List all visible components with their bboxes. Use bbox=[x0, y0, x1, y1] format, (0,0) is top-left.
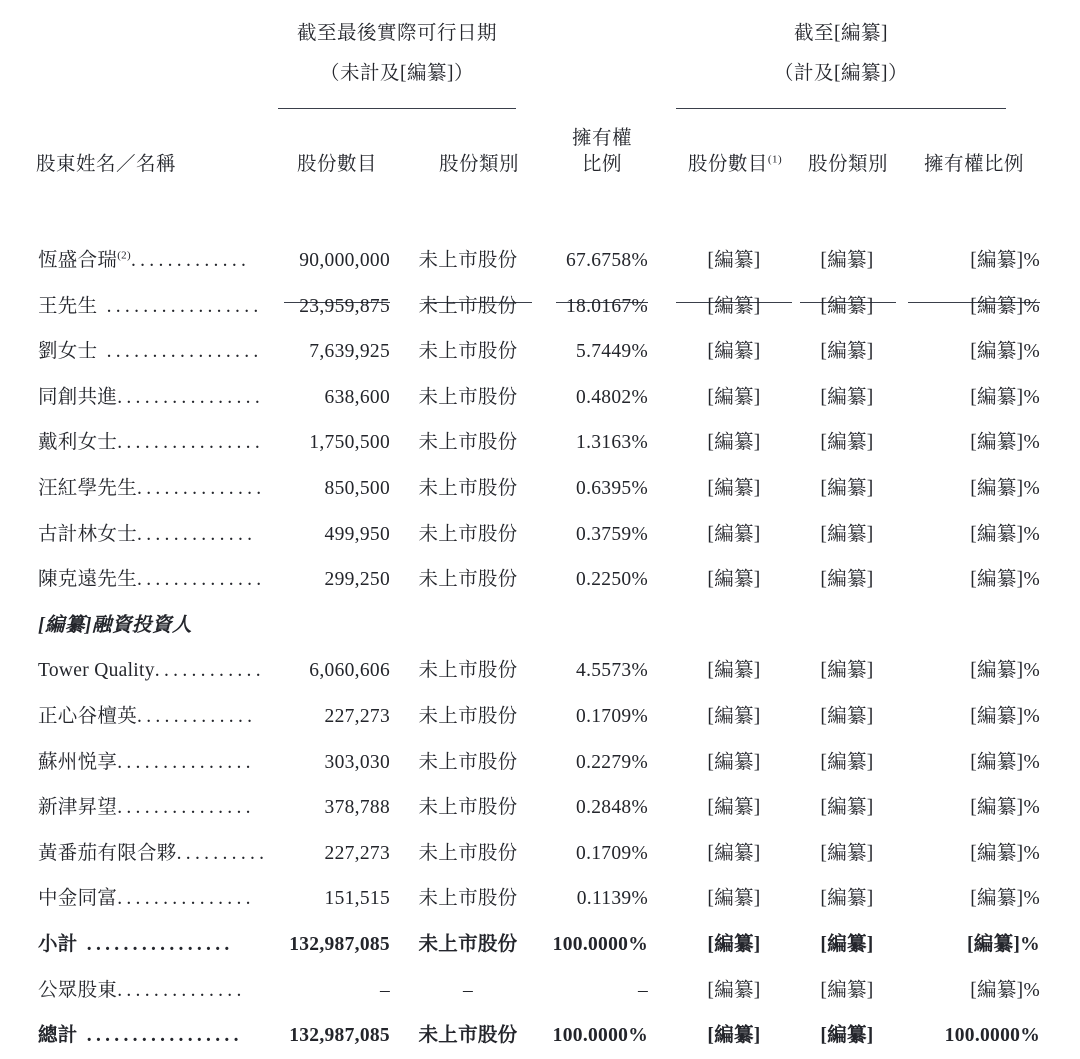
cell-share-class-1: 未上市股份 bbox=[418, 705, 518, 727]
leader-dots: ................. bbox=[97, 341, 263, 363]
cell-shareholder-name bbox=[38, 557, 276, 603]
cell-share-class-1: 未上市股份 bbox=[418, 341, 518, 363]
cell-share-class-1: 未上市股份 bbox=[418, 888, 518, 910]
cell-shareholder-name bbox=[38, 648, 276, 694]
cell-shares-count-2: [編纂] bbox=[707, 341, 761, 363]
leader-dots: ................ bbox=[77, 933, 234, 955]
shareholder-name-text: 總計 bbox=[38, 1025, 78, 1047]
cell-ownership-pct-1: 0.1709% bbox=[576, 705, 648, 727]
cell-shares-count-1: 303,030 bbox=[324, 751, 390, 773]
cell-ownership-pct-2: [編纂]% bbox=[970, 477, 1040, 499]
cell-shareholder-name bbox=[38, 603, 458, 649]
cell-ownership-pct-2: [編纂]% bbox=[970, 705, 1040, 727]
table-body bbox=[0, 238, 1080, 1059]
cell-ownership-pct-1: 4.5573% bbox=[576, 660, 648, 682]
cell-shareholder-name bbox=[38, 238, 276, 284]
shareholder-name-text: 古計林女士 bbox=[38, 523, 138, 545]
table-row bbox=[0, 740, 1080, 786]
cell-ownership-pct-1: 67.6758% bbox=[565, 250, 648, 271]
cell-share-class-2: [編纂] bbox=[820, 979, 874, 1001]
cell-share-class-1: – bbox=[462, 979, 474, 1001]
cell-ownership-pct-1: 0.4802% bbox=[576, 386, 648, 408]
cell-shareholder-name bbox=[38, 831, 276, 877]
cell-shares-count-1: 132,987,085 bbox=[289, 933, 390, 955]
shareholder-name-text: 正心谷檀英 bbox=[38, 705, 138, 727]
cell-share-class-2: [編纂] bbox=[820, 523, 874, 545]
cell-shares-count-2: [編纂] bbox=[707, 705, 761, 727]
leader-dots: ............. bbox=[130, 250, 251, 271]
cell-share-class-2: [編纂] bbox=[820, 888, 874, 910]
cell-share-class-1: 未上市股份 bbox=[418, 1025, 518, 1047]
cell-ownership-pct-2: [編纂]% bbox=[970, 888, 1040, 910]
cell-shares-count-1: 23,959,875 bbox=[299, 295, 390, 317]
cell-shares-count-1: 151,515 bbox=[324, 888, 390, 910]
cell-share-class-2: [編纂] bbox=[820, 386, 874, 408]
cell-ownership-pct-1: 1.3163% bbox=[576, 432, 648, 454]
cell-ownership-pct-2: 100.0000% bbox=[944, 1025, 1040, 1047]
cell-shares-count-1: 227,273 bbox=[324, 705, 390, 727]
column-header-ownership-pct-1-line1: 擁有權 bbox=[571, 128, 632, 149]
cell-ownership-pct-1: – bbox=[637, 979, 648, 1001]
shareholder-name-text: 劉女士 bbox=[38, 341, 98, 363]
cell-shares-count-1: 7,639,925 bbox=[309, 341, 390, 363]
cell-ownership-pct-1: 5.7449% bbox=[576, 341, 648, 363]
cell-ownership-pct-1: 18.0167% bbox=[565, 295, 648, 317]
group-header-before-listing bbox=[278, 14, 516, 94]
cell-shares-count-2: [編纂] bbox=[707, 797, 761, 819]
column-header-shares-count-1: 股份數目 bbox=[296, 154, 377, 175]
cell-shareholder-name bbox=[38, 740, 276, 786]
cell-ownership-pct-2: [編纂]% bbox=[970, 432, 1040, 454]
leader-dots: ............... bbox=[117, 751, 255, 773]
cell-ownership-pct-2: [編纂]% bbox=[970, 523, 1040, 545]
table-row bbox=[0, 968, 1080, 1014]
shareholder-name-text: [編纂]融資投資人 bbox=[38, 614, 192, 636]
table-row bbox=[0, 512, 1080, 558]
leader-dots: ................ bbox=[117, 432, 265, 454]
cell-ownership-pct-1: 0.2279% bbox=[576, 751, 648, 773]
column-header-share-class-1: 股份類別 bbox=[438, 154, 519, 175]
cell-share-class-1: 未上市股份 bbox=[418, 523, 518, 545]
shareholder-name-text: 同創共進 bbox=[38, 386, 118, 408]
cell-shares-count-1: 90,000,000 bbox=[299, 250, 390, 271]
cell-share-class-2: [編纂] bbox=[820, 295, 874, 317]
cell-shareholder-name bbox=[38, 785, 276, 831]
column-header-shares-count-2-label: 股份數目 bbox=[687, 154, 768, 175]
leader-dots: ............. bbox=[137, 523, 257, 545]
cell-shares-count-2: [編纂] bbox=[707, 477, 761, 499]
leader-dots: ............... bbox=[117, 888, 255, 910]
table-row bbox=[0, 922, 1080, 968]
cell-shares-count-2: [編纂] bbox=[707, 386, 761, 408]
leader-dots: .......... bbox=[176, 842, 269, 864]
cell-shares-count-1: 299,250 bbox=[324, 569, 390, 591]
cell-share-class-2: [編纂] bbox=[820, 705, 874, 727]
cell-shareholder-name bbox=[38, 512, 276, 558]
cell-share-class-1: 未上市股份 bbox=[418, 842, 518, 864]
cell-ownership-pct-2: [編纂]% bbox=[970, 660, 1040, 682]
cell-ownership-pct-2: [編纂]% bbox=[970, 341, 1040, 363]
shareholder-name-text: 王先生 bbox=[38, 295, 98, 317]
group-rule-left bbox=[278, 108, 516, 109]
cell-share-class-1: 未上市股份 bbox=[418, 477, 518, 499]
group-header-after-listing-line2: （計及[編纂]） bbox=[774, 63, 908, 84]
cell-shareholder-name bbox=[38, 694, 276, 740]
cell-shares-count-2: [編纂] bbox=[707, 979, 761, 1001]
group-rule-right bbox=[676, 108, 1006, 109]
cell-share-class-2: [編纂] bbox=[820, 933, 874, 955]
cell-ownership-pct-2: [編纂]% bbox=[967, 933, 1040, 955]
cell-ownership-pct-1: 100.0000% bbox=[552, 1025, 648, 1047]
table-row bbox=[0, 329, 1080, 375]
shareholder-name-text: Tower Quality bbox=[38, 660, 155, 682]
cell-share-class-1: 未上市股份 bbox=[418, 933, 518, 955]
column-header-ownership-pct-2: 擁有權比例 bbox=[923, 154, 1024, 175]
shareholder-name-text: 公眾股東 bbox=[38, 979, 118, 1001]
cell-shares-count-2: [編纂] bbox=[707, 569, 761, 591]
table-row bbox=[0, 466, 1080, 512]
column-header-shares-count-2 bbox=[676, 152, 794, 178]
group-header-before-listing-line2: （未計及[編纂]） bbox=[320, 63, 474, 84]
cell-shares-count-2: [編纂] bbox=[707, 660, 761, 682]
cell-shares-count-2: [編纂] bbox=[707, 295, 761, 317]
cell-shareholder-name bbox=[38, 1013, 276, 1059]
cell-share-class-2: [編纂] bbox=[820, 569, 874, 591]
cell-shares-count-1: 1,750,500 bbox=[309, 432, 390, 454]
cell-shares-count-1: 378,788 bbox=[324, 797, 390, 819]
shareholder-name-text: 陳克遠先生 bbox=[38, 569, 138, 591]
column-header-shareholder-name: 股東姓名／名稱 bbox=[36, 154, 177, 175]
cell-shares-count-1: 499,950 bbox=[324, 523, 390, 545]
cell-shares-count-1: – bbox=[379, 979, 390, 1001]
cell-ownership-pct-1: 0.1139% bbox=[576, 888, 648, 910]
leader-dots: ................. bbox=[97, 295, 263, 317]
shareholder-name-text: 中金同富 bbox=[38, 888, 118, 910]
cell-shares-count-2: [編纂] bbox=[707, 842, 761, 864]
cell-shares-count-2: [編纂] bbox=[707, 751, 761, 773]
cell-shares-count-1: 638,600 bbox=[324, 386, 390, 408]
shareholder-name-text: 小計 bbox=[38, 933, 78, 955]
shareholder-name-text: 恆盛合瑞 bbox=[38, 250, 118, 271]
table-row bbox=[0, 648, 1080, 694]
cell-shares-count-2: [編纂] bbox=[707, 1025, 761, 1047]
cell-ownership-pct-1: 0.6395% bbox=[576, 477, 648, 499]
cell-share-class-2: [編纂] bbox=[820, 477, 874, 499]
group-header-band bbox=[0, 14, 1080, 102]
cell-share-class-1: 未上市股份 bbox=[418, 797, 518, 819]
group-header-after-listing bbox=[676, 14, 1006, 94]
cell-share-class-1: 未上市股份 bbox=[418, 250, 518, 271]
column-header-share-class-2: 股份類別 bbox=[807, 154, 888, 175]
cell-shares-count-2: [編纂] bbox=[707, 523, 761, 545]
group-header-before-listing-line1: 截至最後實際可行日期 bbox=[296, 23, 497, 44]
group-header-after-listing-line1: 截至[編纂] bbox=[794, 23, 888, 44]
cell-shareholder-name bbox=[38, 466, 276, 512]
table-row bbox=[0, 238, 1080, 284]
table-row bbox=[0, 694, 1080, 740]
table-row bbox=[0, 785, 1080, 831]
cell-share-class-1: 未上市股份 bbox=[418, 660, 518, 682]
leader-dots: ............. bbox=[137, 705, 257, 727]
table-row bbox=[0, 831, 1080, 877]
cell-shareholder-name bbox=[38, 284, 276, 330]
cell-shareholder-name bbox=[38, 922, 276, 968]
cell-ownership-pct-2: [編纂]% bbox=[970, 569, 1040, 591]
cell-ownership-pct-1: 0.2848% bbox=[576, 797, 648, 819]
cell-share-class-2: [編纂] bbox=[820, 842, 874, 864]
cell-ownership-pct-1: 100.0000% bbox=[552, 933, 648, 955]
cell-shares-count-1: 132,987,085 bbox=[289, 1025, 390, 1047]
cell-shareholder-name bbox=[38, 375, 276, 421]
shareholder-name-text: 戴利女士 bbox=[38, 432, 118, 454]
cell-ownership-pct-2: [編纂]% bbox=[970, 250, 1040, 271]
cell-share-class-2: [編纂] bbox=[820, 751, 874, 773]
cell-ownership-pct-2: [編纂]% bbox=[970, 295, 1040, 317]
cell-shares-count-1: 227,273 bbox=[324, 842, 390, 864]
table-row bbox=[0, 284, 1080, 330]
leader-dots: .............. bbox=[117, 979, 246, 1001]
cell-ownership-pct-2: [編纂]% bbox=[970, 386, 1040, 408]
column-header-band bbox=[0, 112, 1080, 190]
cell-shares-count-2: [編纂] bbox=[707, 432, 761, 454]
footnote-marker: (2) bbox=[117, 249, 131, 262]
cell-share-class-2: [編纂] bbox=[820, 432, 874, 454]
cell-share-class-1: 未上市股份 bbox=[418, 295, 518, 317]
cell-shareholder-name bbox=[38, 968, 276, 1014]
shareholder-name-text: 蘇州悦享 bbox=[38, 751, 118, 773]
cell-ownership-pct-2: [編纂]% bbox=[970, 751, 1040, 773]
leader-dots: ................ bbox=[117, 386, 265, 408]
column-header-ownership-pct-1 bbox=[552, 126, 652, 178]
cell-shares-count-2: [編纂] bbox=[707, 933, 761, 955]
cell-share-class-2: [編纂] bbox=[820, 1025, 874, 1047]
cell-shares-count-2: [編纂] bbox=[707, 888, 761, 910]
cell-share-class-1: 未上市股份 bbox=[418, 386, 518, 408]
shareholder-name-text: 新津昇望 bbox=[38, 797, 118, 819]
cell-ownership-pct-1: 0.1709% bbox=[576, 842, 648, 864]
cell-share-class-2: [編纂] bbox=[820, 250, 874, 271]
table-section-heading bbox=[0, 603, 1080, 649]
cell-ownership-pct-2: [編纂]% bbox=[970, 797, 1040, 819]
table-row bbox=[0, 375, 1080, 421]
table-row bbox=[0, 557, 1080, 603]
leader-dots: ............ bbox=[154, 660, 265, 682]
leader-dots: ................. bbox=[77, 1025, 243, 1047]
cell-ownership-pct-2: [編纂]% bbox=[970, 842, 1040, 864]
leader-dots: .............. bbox=[137, 569, 266, 591]
leader-dots: ............... bbox=[117, 797, 255, 819]
footnote-marker-1: (1) bbox=[767, 153, 783, 166]
shareholder-name-text: 汪紅學先生 bbox=[38, 477, 138, 499]
cell-share-class-1: 未上市股份 bbox=[418, 751, 518, 773]
leader-dots: .............. bbox=[137, 477, 266, 499]
cell-shareholder-name bbox=[38, 420, 276, 466]
cell-share-class-1: 未上市股份 bbox=[418, 432, 518, 454]
table-row bbox=[0, 1013, 1080, 1059]
cell-ownership-pct-1: 0.3759% bbox=[576, 523, 648, 545]
column-header-ownership-pct-1-line2: 比例 bbox=[581, 154, 622, 175]
cell-shareholder-name bbox=[38, 329, 276, 375]
shareholder-name-text: 黃番茄有限合夥 bbox=[38, 842, 177, 864]
cell-ownership-pct-1: 0.2250% bbox=[576, 569, 648, 591]
cell-ownership-pct-2: [編纂]% bbox=[970, 979, 1040, 1001]
table-row bbox=[0, 876, 1080, 922]
cell-shares-count-1: 6,060,606 bbox=[309, 660, 390, 682]
cell-shares-count-1: 850,500 bbox=[324, 477, 390, 499]
cell-shares-count-2: [編纂] bbox=[707, 250, 761, 271]
cell-share-class-2: [編纂] bbox=[820, 660, 874, 682]
cell-share-class-2: [編纂] bbox=[820, 797, 874, 819]
table-row bbox=[0, 420, 1080, 466]
cell-share-class-2: [編纂] bbox=[820, 341, 874, 363]
cell-share-class-1: 未上市股份 bbox=[418, 569, 518, 591]
cell-shareholder-name bbox=[38, 876, 276, 922]
